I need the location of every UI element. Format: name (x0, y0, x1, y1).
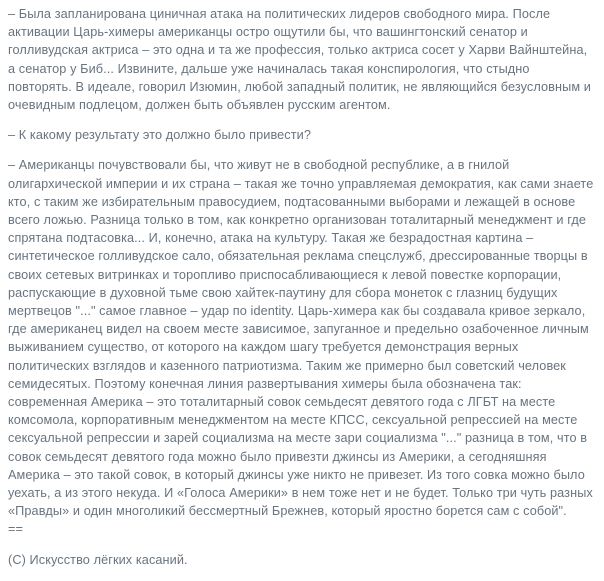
separator-equals: == (8, 522, 24, 537)
paragraph-planned-attack: – Была запланирована циничная атака на политических лидеров свободного мира. После активации Царь-химеры американцы остро ощутили бы, что вашингтонский сенатор и голливудская актриса – это одна и та же профессия, только актриса сосет у Харви Вайнштейна, а сенатор у Биб... Извините, дальше уже начиналась такая конспирология, что стыдно повторять. В идеале, говорил Изюмин, любой западный политик, не являющийся безусловным и очевидным подлецом, должен быть объявлен русским агентом. (8, 7, 591, 113)
paragraph-answer-chimera: – Американцы почувствовали бы, что живут не в свободной республике, а в гнилой олигархической империи и их страна – такая же точно управляемая демократия, как сами знаете кто, с таким же избирательным правосудием, подтасованными выборами и лежащей в основе всего ложью. Разница только в том, как конкретно организован тоталитарный менеджмент и где спрятана подтасовка... И, конечно, атака на культуру. Такая же безрадостная картина – синтетическое голливудское сало, обязательная реклама спецслужб, дрессированные творцы в своих сетевых витринках и торопливо приспосабливающиеся к левой повестке корпорации, распускающие в духовной тьме свою хайтек-паутину для сбора монеток с глазниц будущих мертвецов "..." самое главное – удар по identity. Царь-химера как бы создавала кривое зеркало, где американец видел на своем месте зависимое, запуганное и предельно озабоченное личным выживанием существо, от которого на каждом шагу требуется демонстрация верных политических взглядов и казенного патриотизма. Таким же примерно был советский человек семидесятых. Поэтому конечная линия развертывания химеры была обозначена так: современная Америка – это тоталитарный совок семьдесят девятого года с ЛГБТ на месте комсомола, корпоративным менеджментом на месте КПСС, сексуальной репрессией на месте сексуальной репрессии и зарей социализма на месте зари социализма "..." разница в том, что в совок семьдесят девятого года можно было привезти джинсы из Америки, а сегодняшняя Америка – это такой совок, в который джинсы уже никто не привезет. Из того совка можно было уехать, а из этого некуда. И «Голоса Америки» в нем тоже нет и не будет. Только три чуть разных «Правды» и один многоликий бессмертный Брежнев, который яростно борется сам с собой". (8, 158, 594, 519)
attribution-line: (С) Искусство лёгких касаний. (8, 552, 188, 567)
paragraph-question: – К какому результату это должно было привести? (8, 128, 312, 143)
